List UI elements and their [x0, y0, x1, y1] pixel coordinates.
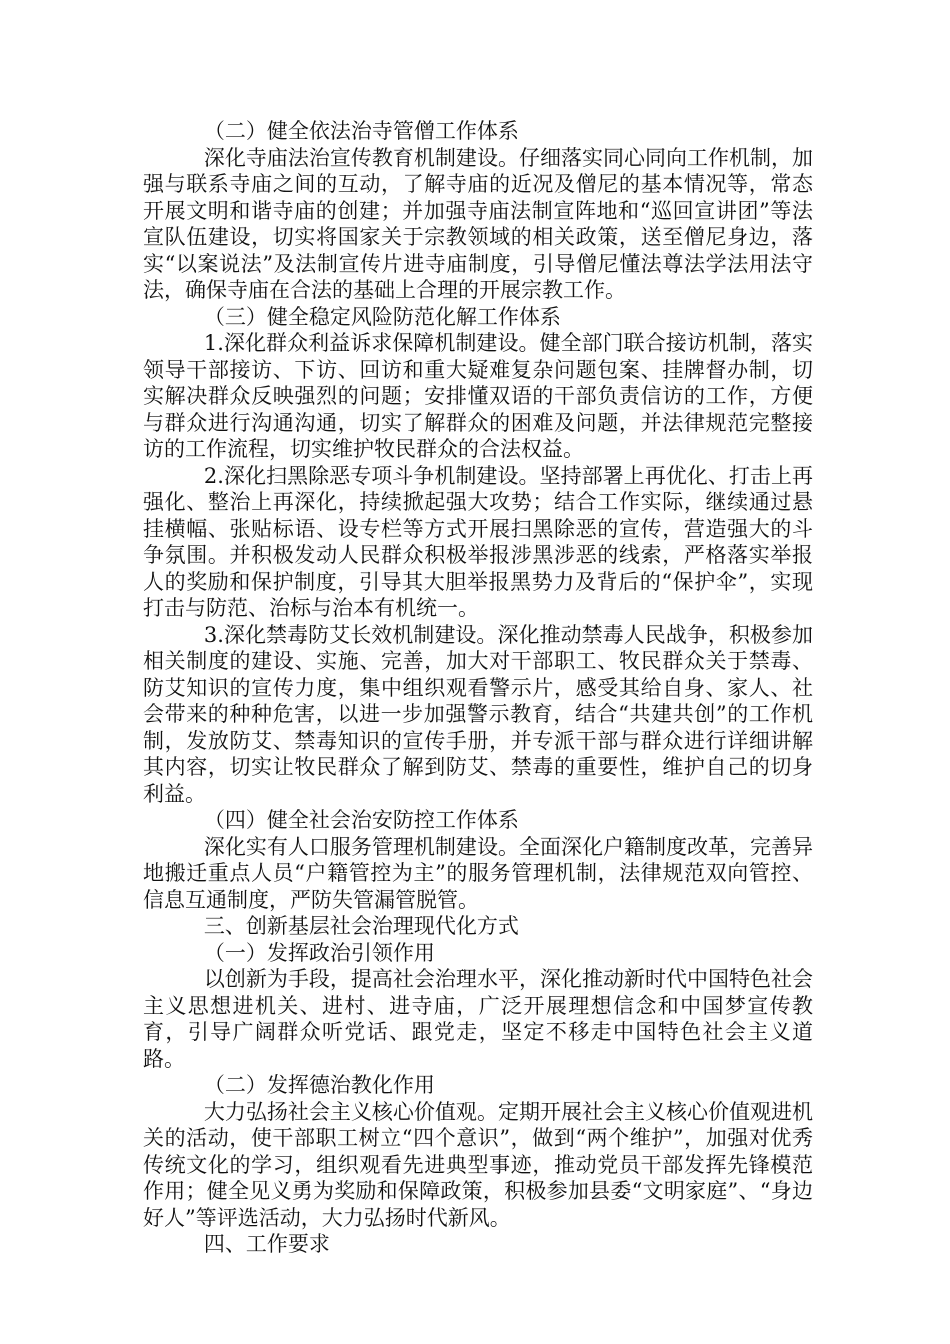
section-heading: （二）发挥德治教化作用 — [203, 1073, 435, 1097]
document-body — [143, 118, 813, 1258]
chapter-heading: 三、创新基层社会治理现代化方式 — [203, 914, 519, 938]
section-heading: （二）健全依法治寺管僧工作体系 — [203, 119, 519, 143]
body-paragraph: 大力弘扬社会主义核心价值观。定期开展社会主义核心价值观进机关的活动，使干部职工树立“四个意识”，做到“两个维护”，加强对优秀传统文化的学习，组织观看先进典型事迹，推动党员干部发挥先锋模范作用；健全见义勇为奖励和保障政策，积极参加县委“文明家庭”、“身边好人”等评选活动，大力弘扬时代新风。 — [143, 1099, 813, 1230]
body-paragraph: 深化实有人口服务管理机制建设。全面深化户籍制度改革，完善异地搬迁重点人员“户籍管控为主”的服务管理机制，法律规范双向管控、信息互通制度，严防失管漏管脱管。 — [143, 834, 813, 912]
section-heading: （四）健全社会治安防控工作体系 — [203, 808, 519, 832]
body-paragraph: 1.深化群众利益诉求保障机制建设。健全部门联合接访机制，落实领导干部接访、下访、回访和重大疑难复杂问题包案、挂牌督办制，切实解决群众反映强烈的问题；安排懂双语的干部负责信访的工作，方便与群众进行沟通沟通，切实了解群众的困难及问题，并法律规范完整接访的工作流程，切实维护牧民群众的合法权益。 — [143, 331, 813, 461]
body-paragraph: 2.深化扫黑除恶专项斗争机制建设。坚持部署上再优化、打击上再强化、整治上再深化，持续掀起强大攻势；结合工作实际，继续通过悬挂横幅、张贴标语、设专栏等方式开展扫黑除恶的宣传，营造强大的斗争氛围。并积极发动人民群众积极举报涉黑涉恶的线索，严格落实举报人的奖励和保护制度，引导其大胆举报黑势力及背后的“保护伞”，实现打击与防范、治标与治本有机统一。 — [143, 463, 813, 620]
chapter-heading: 四、工作要求 — [203, 1232, 330, 1256]
section-heading: （一）发挥政治引领作用 — [203, 940, 435, 965]
body-paragraph: 深化寺庙法治宣传教育机制建设。仔细落实同心同向工作机制，加强与联系寺庙之间的互动，了解寺庙的近况及僧尼的基本情况等，常态开展文明和谐寺庙的创建；并加强寺庙法制宣阵地和“巡回宣讲团”等法宣队伍建设，切实将国家关于宗教领域的相关政策，送至僧尼身边，落实“以案说法”及法制宣传片进寺庙制度，引导僧尼懂法尊法学法用法守法，确保寺庙在合法的基础上合理的开展宗教工作。 — [143, 145, 813, 302]
body-paragraph: 3.深化禁毒防艾长效机制建设。深化推动禁毒人民战争，积极参加相关制度的建设、实施、完善，加大对干部职工、牧民群众关于禁毒、防艾知识的宣传力度，集中组织观看警示片，感受其给自身、家人、社会带来的种种危害，以进一步加强警示教育，结合“共建共创”的工作机制，发放防艾、禁毒知识的宣传手册，并专派干部与群众进行详细讲解其内容，切实让牧民群众了解到防艾、禁毒的重要性，维护自己的切身利益。 — [143, 622, 813, 806]
section-heading: （三）健全稳定风险防范化解工作体系 — [203, 304, 561, 329]
body-paragraph: 以创新为手段，提高社会治理水平，深化推动新时代中国特色社会主义思想进机关、进村、进寺庙，广泛开展理想信念和中国梦宣传教育，引导广阔群众听党话、跟党走，坚定不移走中国特色社会主义道路。 — [143, 967, 813, 1071]
